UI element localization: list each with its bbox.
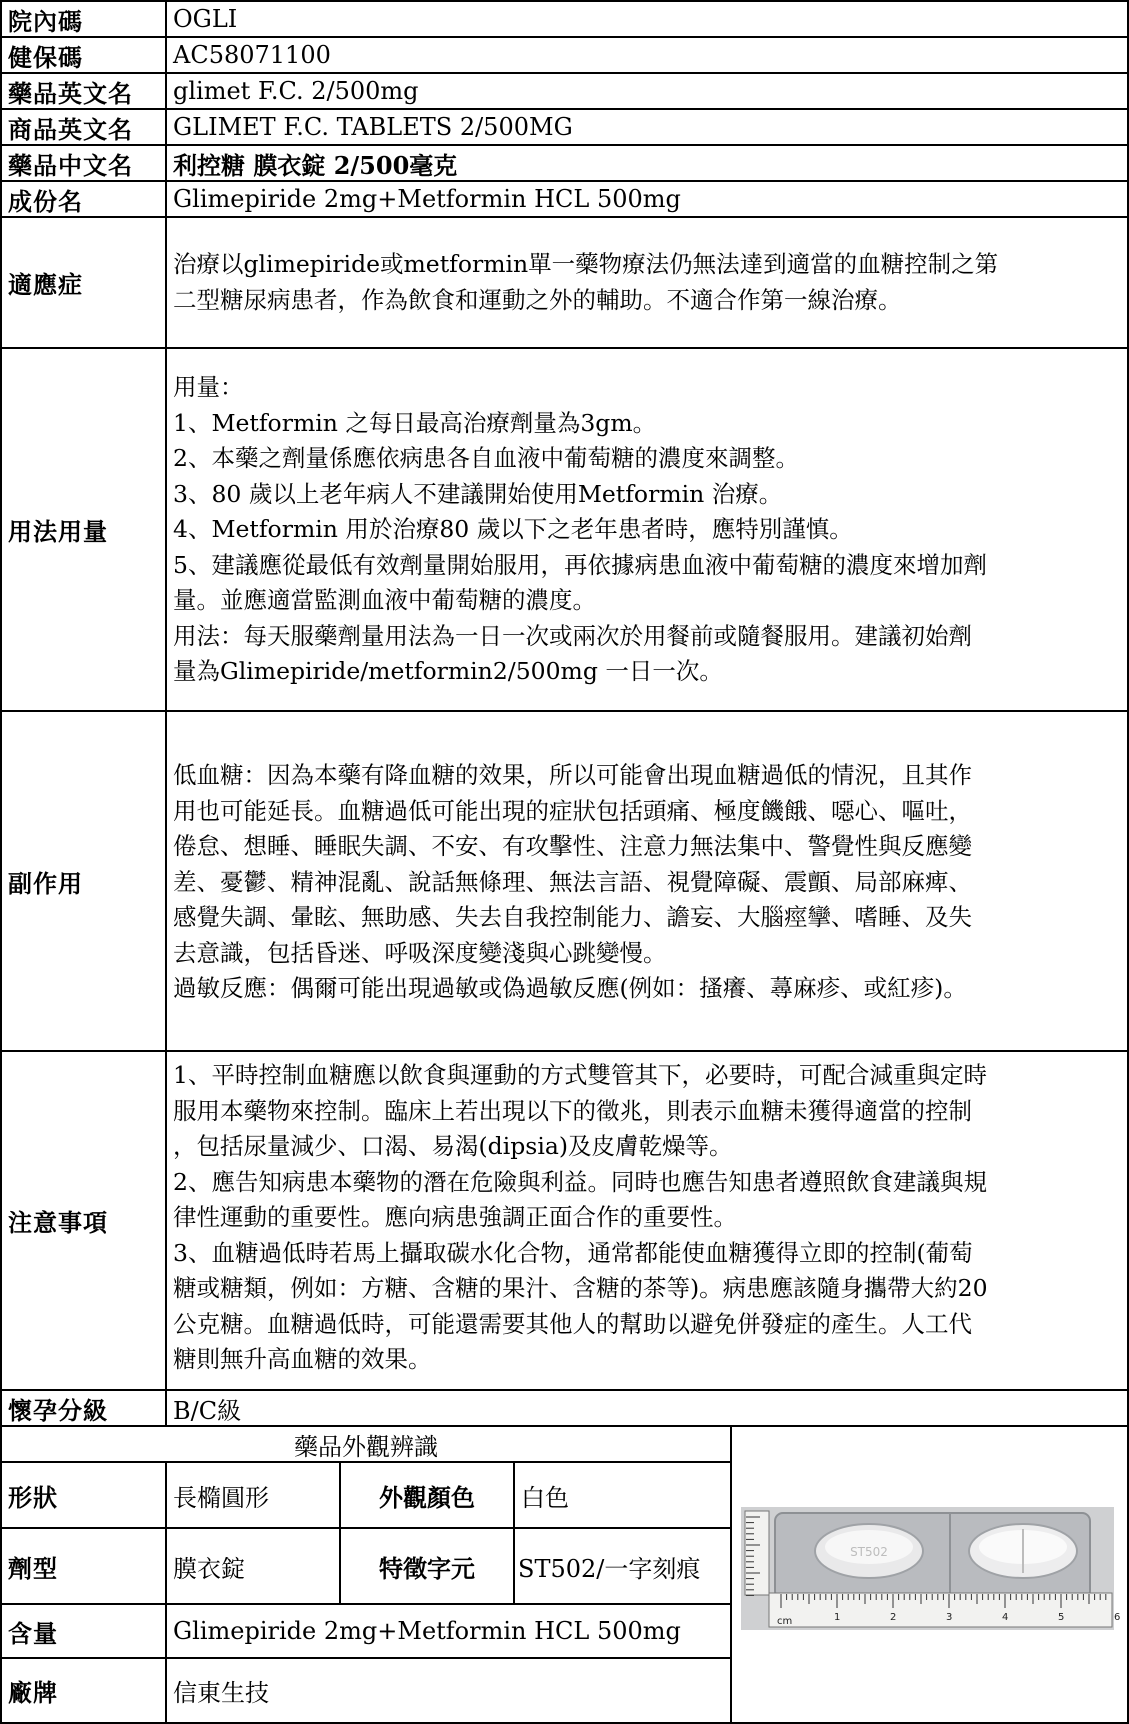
label-shape: 形狀: [0, 1461, 167, 1529]
side-effects-line: 感覺失調、暈眩、無助感、失去自我控制能力、譫妄、大腦痙攣、嗜睡、及失: [173, 903, 972, 931]
label-hospital-code: 院內碼: [0, 0, 167, 38]
dosage-line: 用量：: [173, 373, 244, 401]
value-content: Glimepiride 2mg+Metformin HCL 500mg: [165, 1603, 732, 1659]
value-side-effects: [165, 710, 1129, 1052]
side-effects-line: 過敏反應：偶爾可能出現過敏或偽過敏反應(例如：搔癢、蕁麻疹、或紅疹)。: [173, 974, 967, 1002]
label-dosage-form: 劑型: [0, 1527, 167, 1605]
dosage-line: 3、80 歲以上老年病人不建議開始使用Metformin 治療。: [173, 479, 783, 508]
dosage-line: 2、本藥之劑量係應依病患各自血液中葡萄糖的濃度來調整。: [173, 444, 799, 472]
indication-line: 治療以glimepiride或metformin單一藥物療法仍無法達到適當的血糖控制之第: [173, 250, 999, 278]
side-effects-line: 去意識，包括昏迷、呼吸深度變淺與心跳變慢。: [173, 938, 667, 967]
appearance-header: 藥品外觀辨識: [0, 1425, 732, 1463]
label-drug-chinese-name: 藥品中文名: [0, 144, 167, 182]
value-hospital-code: OGLI: [165, 0, 1129, 38]
value-nhi-code: AC58071100: [165, 36, 1129, 74]
precautions-line: 律性運動的重要性。應向病患強調正面合作的重要性。: [173, 1203, 737, 1231]
precautions-line: ，包括尿量減少、口渴、易渴(dipsia)及皮膚乾燥等。: [173, 1132, 733, 1160]
label-ingredient: 成份名: [0, 180, 167, 218]
label-indication: 適應症: [0, 216, 167, 349]
dosage-line: 1、Metformin 之每日最高治療劑量為3gm。: [173, 408, 657, 437]
ruler-number: 1: [834, 1612, 841, 1623]
side-effects-line: 用也可能延長。血糖過低可能出現的症狀包括頭痛、極度饑餓、噁心、嘔吐，: [173, 796, 972, 825]
label-drug-english-name: 藥品英文名: [0, 72, 167, 110]
precautions-line: 糖或糖類，例如：方糖、含糖的果汁、含糖的茶等)。病患應該隨身攜帶大約20: [173, 1274, 988, 1302]
dosage-line: 4、Metformin 用於治療80 歲以下之老年患者時，應特別謹慎。: [173, 515, 853, 543]
value-indication: [165, 216, 1129, 349]
value-brand-english-name: GLIMET F.C. TABLETS 2/500MG: [165, 108, 1129, 146]
precautions-line: 3、血糖過低時若馬上攝取碳水化合物，通常都能使血糖獲得立即的控制(葡萄: [173, 1238, 973, 1267]
value-manufacturer: 信東生技: [165, 1657, 732, 1724]
precautions-line: 糖則無升高血糖的效果。: [173, 1345, 432, 1373]
ruler-number: 2: [890, 1612, 897, 1623]
side-effects-line: 低血糖：因為本藥有降血糖的效果，所以可能會出現血糖過低的情況，且其作: [173, 761, 972, 789]
side-effects-line: 差、憂鬱、精神混亂、說話無條理、無法言語、視覺障礙、震顫、局部麻痺、: [173, 867, 972, 896]
ruler-number: 4: [1002, 1612, 1009, 1623]
label-precautions: 注意事項: [0, 1050, 167, 1391]
value-pregnancy-category: B/C級: [165, 1389, 1129, 1427]
dosage-line: 量。並應適當監測血液中葡萄糖的濃度。: [173, 586, 596, 614]
label-content: 含量: [0, 1603, 167, 1659]
value-precautions: [165, 1050, 1129, 1391]
precautions-line: 2、應告知病患本藥物的潛在危險與利益。同時也應告知患者遵照飲食建議與規: [173, 1167, 987, 1196]
indication-line: 二型糖尿病患者，作為飲食和運動之外的輔助。不適合作第一線治療。: [173, 285, 902, 314]
dosage-line: 用法：每天服藥劑量用法為一日一次或兩次於用餐前或隨餐服用。建議初始劑: [173, 621, 972, 650]
precautions-line: 公克糖。血糖過低時，可能還需要其他人的幫助以避免併發症的產生。人工代: [173, 1309, 972, 1338]
label-dosage: 用法用量: [0, 347, 167, 712]
label-side-effects: 副作用: [0, 710, 167, 1052]
ruler-number: 3: [946, 1612, 953, 1623]
pill-photo: [741, 1507, 1121, 1630]
ruler-number: 6: [1114, 1612, 1121, 1623]
label-color: 外觀顏色: [339, 1461, 515, 1529]
dosage-line: 5、建議應從最低有效劑量開始服用，再依據病患血液中葡萄糖的濃度來增加劑: [173, 550, 987, 579]
dosage-line: 量為Glimepiride/metformin2/500mg 一日一次。: [173, 657, 723, 685]
ruler-unit-label: cm: [777, 1616, 793, 1627]
value-drug-chinese-name: 利控糖 膜衣錠 2/500毫克: [165, 144, 1129, 182]
svg-text:ST502: ST502: [850, 1545, 888, 1559]
value-drug-english-name: glimet F.C. 2/500mg: [165, 72, 1129, 110]
label-pregnancy-category: 懷孕分級: [0, 1389, 167, 1427]
label-manufacturer: 廠牌: [0, 1657, 167, 1724]
ruler-number: 5: [1058, 1612, 1065, 1623]
value-shape: 長橢圓形: [165, 1461, 341, 1529]
label-brand-english-name: 商品英文名: [0, 108, 167, 146]
value-dosage-form: 膜衣錠: [165, 1527, 341, 1605]
value-dosage: [165, 347, 1129, 712]
value-marking: ST502/一字刻痕: [513, 1527, 732, 1605]
side-effects-line: 倦怠、想睡、睡眠失調、不安、有攻擊性、注意力無法集中、警覺性與反應變: [173, 832, 972, 860]
label-marking: 特徵字元: [339, 1527, 515, 1605]
label-nhi-code: 健保碼: [0, 36, 167, 74]
value-color: 白色: [513, 1461, 732, 1529]
precautions-line: 服用本藥物來控制。臨床上若出現以下的徵兆，則表示血糖未獲得適當的控制: [173, 1096, 972, 1125]
value-ingredient: Glimepiride 2mg+Metformin HCL 500mg: [165, 180, 1129, 218]
precautions-line: 1、平時控制血糖應以飲食與運動的方式雙管其下，必要時，可配合減重與定時: [173, 1061, 987, 1089]
